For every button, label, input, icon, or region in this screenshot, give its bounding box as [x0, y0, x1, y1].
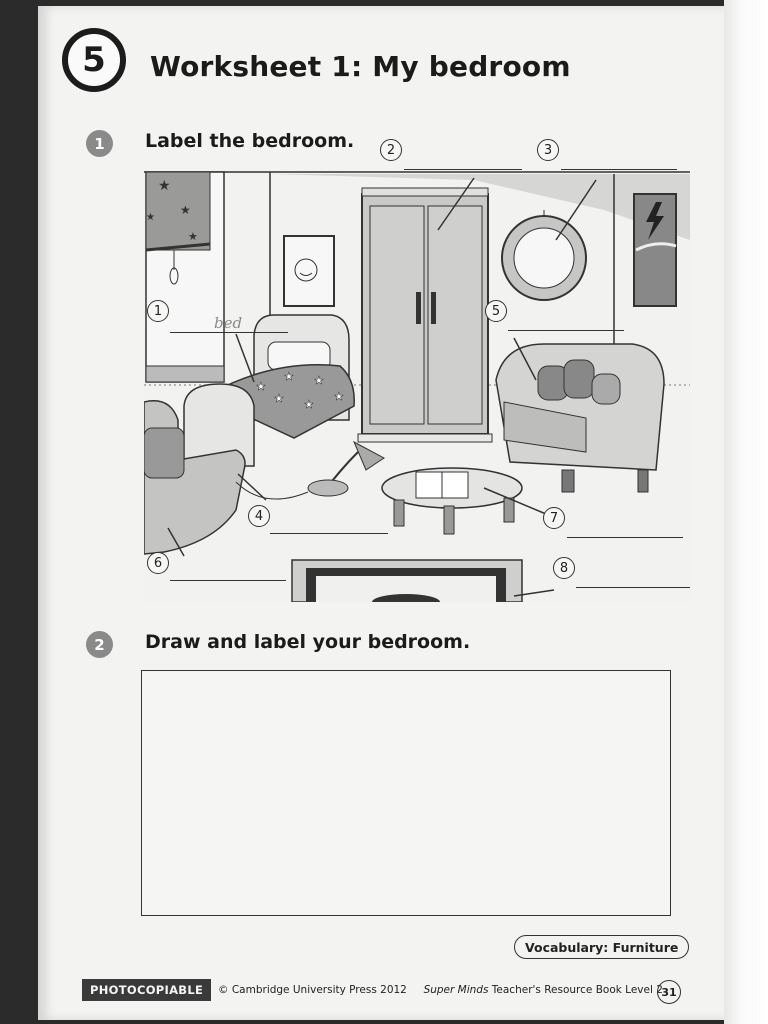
photocopiable-badge: PHOTOCOPIABLE [82, 979, 211, 1001]
answer-line-8[interactable] [576, 587, 690, 588]
answer-line-5[interactable] [508, 330, 624, 331]
exercise-2-number: 2 [86, 631, 113, 658]
answer-line-1[interactable] [170, 332, 288, 333]
answer-line-6[interactable] [170, 580, 286, 581]
svg-text:★: ★ [274, 392, 284, 405]
exercise-2-instruction: Draw and label your bedroom. [145, 631, 471, 653]
unit-number-badge: 5 [62, 28, 126, 92]
footer-credits [218, 984, 663, 996]
svg-text:★: ★ [256, 380, 266, 393]
label-number-3: 3 [537, 139, 559, 161]
book-subtitle: Teacher's Resource Book Level 2 [491, 984, 663, 996]
vocabulary-tag: Vocabulary: Furniture [514, 935, 689, 959]
svg-text:★: ★ [304, 398, 314, 411]
svg-text:★: ★ [334, 390, 344, 403]
page-title: Worksheet 1: My bedroom [150, 50, 571, 83]
drawing-area[interactable] [141, 670, 671, 916]
exercise-1-instruction: Label the bedroom. [145, 130, 355, 152]
label-number-6: 6 [147, 552, 169, 574]
svg-text:★: ★ [158, 178, 171, 194]
page-number: 31 [657, 980, 681, 1004]
svg-text:★: ★ [188, 230, 198, 243]
label-number-8: 8 [553, 557, 575, 579]
label-number-4: 4 [248, 505, 270, 527]
answer-line-4[interactable] [270, 533, 388, 534]
label-number-7: 7 [543, 507, 565, 529]
svg-text:★: ★ [284, 370, 294, 383]
page-edge [724, 0, 768, 1024]
svg-text:★: ★ [180, 203, 191, 217]
answer-line-3[interactable] [561, 169, 677, 170]
answer-line-2[interactable] [404, 169, 522, 170]
book-title: Super Minds [423, 984, 489, 996]
svg-text:★: ★ [146, 212, 155, 223]
label-number-1: 1 [147, 300, 169, 322]
label-number-2: 2 [380, 139, 402, 161]
label-number-5: 5 [485, 300, 507, 322]
copyright-text: © Cambridge University Press 2012 [218, 984, 407, 996]
exercise-1-number: 1 [86, 130, 113, 157]
label-answer-1: bed [214, 314, 243, 332]
svg-text:★: ★ [314, 374, 324, 387]
answer-line-7[interactable] [567, 537, 683, 538]
